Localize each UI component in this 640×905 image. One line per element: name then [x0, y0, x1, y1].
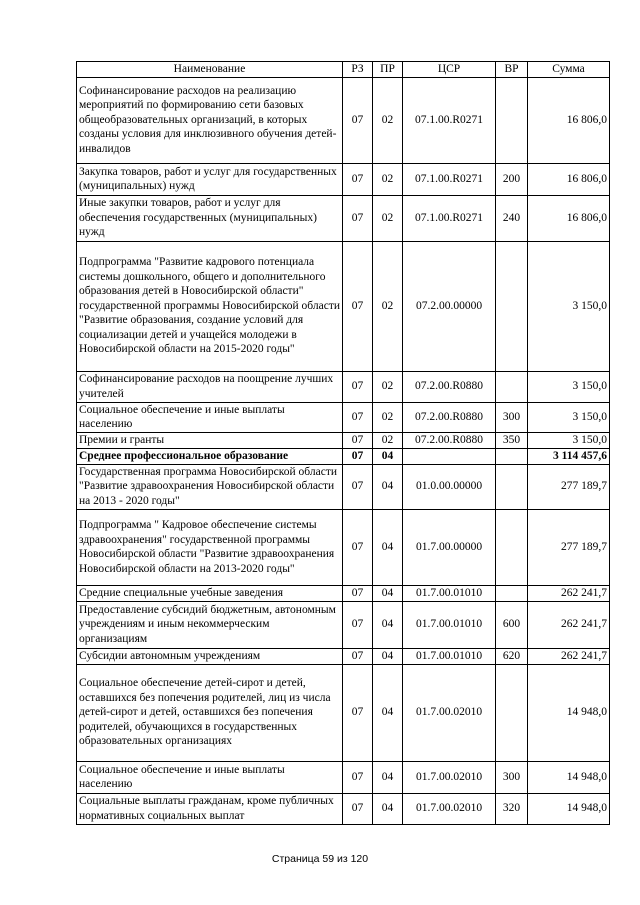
cell-name: Средние специальные учебные заведения — [77, 585, 343, 601]
cell-rz: 07 — [343, 77, 373, 163]
table-row — [77, 601, 610, 648]
cell-vr — [496, 464, 528, 509]
column-header-vr: ВР — [496, 62, 528, 78]
cell-pr: 04 — [373, 464, 403, 509]
table-row — [77, 585, 610, 601]
cell-rz: 07 — [343, 163, 373, 195]
table-row — [77, 793, 610, 824]
cell-pr: 02 — [373, 77, 403, 163]
cell-rz: 07 — [343, 448, 373, 464]
table-row — [77, 664, 610, 761]
table-row — [77, 509, 610, 585]
table-row — [77, 761, 610, 793]
cell-rz: 07 — [343, 601, 373, 648]
cell-rz: 07 — [343, 509, 373, 585]
cell-name: Софинансирование расходов на поощрение лучших учителей — [77, 371, 343, 402]
column-header-rz: РЗ — [343, 62, 373, 78]
cell-pr: 04 — [373, 448, 403, 464]
cell-name: Закупка товаров, работ и услуг для государственных (муниципальных) нужд — [77, 163, 343, 195]
cell-name: Государственная программа Новосибирской области "Развитие здравоохранения Новосибирской области на 2013 - 2020 годы" — [77, 464, 343, 509]
cell-sum: 14 948,0 — [528, 761, 610, 793]
cell-pr: 04 — [373, 585, 403, 601]
cell-rz: 07 — [343, 585, 373, 601]
cell-vr — [496, 509, 528, 585]
cell-csr: 07.1.00.R0271 — [403, 195, 496, 241]
table-row — [77, 241, 610, 371]
table-row — [77, 402, 610, 432]
cell-rz: 07 — [343, 664, 373, 761]
cell-pr: 04 — [373, 664, 403, 761]
cell-sum: 3 150,0 — [528, 371, 610, 402]
cell-rz: 07 — [343, 402, 373, 432]
cell-vr: 200 — [496, 163, 528, 195]
cell-sum: 3 150,0 — [528, 402, 610, 432]
cell-sum: 277 189,7 — [528, 509, 610, 585]
table-row — [77, 464, 610, 509]
cell-csr: 01.7.00.02010 — [403, 761, 496, 793]
cell-pr: 02 — [373, 432, 403, 448]
cell-name: Субсидии автономным учреждениям — [77, 648, 343, 664]
cell-csr: 01.0.00.00000 — [403, 464, 496, 509]
cell-rz: 07 — [343, 371, 373, 402]
cell-name: Социальное обеспечение детей-сирот и детей, оставшихся без попечения родителей, лиц из числа детей-сирот и детей, оставшихся без попечения родителей, обучающихся в государственных образовательных организациях — [77, 664, 343, 761]
cell-sum: 262 241,7 — [528, 648, 610, 664]
cell-vr — [496, 241, 528, 371]
cell-csr: 01.7.00.02010 — [403, 664, 496, 761]
cell-vr: 350 — [496, 432, 528, 448]
cell-vr — [496, 664, 528, 761]
cell-vr: 300 — [496, 761, 528, 793]
table-row — [77, 371, 610, 402]
column-header-sum: Сумма — [528, 62, 610, 78]
cell-vr — [496, 585, 528, 601]
cell-csr: 07.2.00.00000 — [403, 241, 496, 371]
cell-name: Софинансирование расходов на реализацию мероприятий по формированию сети базовых общеобразовательных организаций, в которых созданы условия для инклюзивного обучения детей-инвалидов — [77, 77, 343, 163]
table-header-row — [77, 62, 610, 78]
cell-sum: 262 241,7 — [528, 601, 610, 648]
cell-sum: 14 948,0 — [528, 793, 610, 824]
cell-rz: 07 — [343, 241, 373, 371]
cell-rz: 07 — [343, 793, 373, 824]
cell-pr: 04 — [373, 648, 403, 664]
cell-rz: 07 — [343, 648, 373, 664]
table-row — [77, 448, 610, 464]
table-row — [77, 432, 610, 448]
cell-rz: 07 — [343, 761, 373, 793]
cell-sum: 277 189,7 — [528, 464, 610, 509]
cell-csr: 07.2.00.R0880 — [403, 432, 496, 448]
cell-pr: 02 — [373, 163, 403, 195]
cell-rz: 07 — [343, 195, 373, 241]
cell-csr: 01.7.00.02010 — [403, 793, 496, 824]
cell-sum: 14 948,0 — [528, 664, 610, 761]
cell-name: Социальные выплаты гражданам, кроме публичных нормативных социальных выплат — [77, 793, 343, 824]
table-body — [77, 77, 610, 824]
cell-csr: 07.1.00.R0271 — [403, 77, 496, 163]
cell-csr: 07.1.00.R0271 — [403, 163, 496, 195]
cell-pr: 04 — [373, 761, 403, 793]
cell-pr: 02 — [373, 371, 403, 402]
cell-pr: 04 — [373, 601, 403, 648]
cell-sum: 3 150,0 — [528, 432, 610, 448]
cell-name: Подпрограмма " Кадровое обеспечение системы здравоохранения" государственной программы Новосибирской области "Развитие здравоохранения Новосибирской области на 2013-2020 годы" — [77, 509, 343, 585]
cell-sum: 262 241,7 — [528, 585, 610, 601]
cell-name: Предоставление субсидий бюджетным, автономным учреждениям и иным некоммерческим организациям — [77, 601, 343, 648]
cell-name: Иные закупки товаров, работ и услуг для обеспечения государственных (муниципальных) нужд — [77, 195, 343, 241]
cell-csr: 01.7.00.01010 — [403, 601, 496, 648]
cell-pr: 02 — [373, 402, 403, 432]
cell-pr: 04 — [373, 509, 403, 585]
cell-csr: 01.7.00.01010 — [403, 585, 496, 601]
cell-pr: 02 — [373, 241, 403, 371]
cell-csr: 07.2.00.R0880 — [403, 402, 496, 432]
cell-vr — [496, 77, 528, 163]
cell-vr: 320 — [496, 793, 528, 824]
table-row — [77, 163, 610, 195]
cell-name: Премии и гранты — [77, 432, 343, 448]
cell-sum: 16 806,0 — [528, 163, 610, 195]
column-header-pr: ПР — [373, 62, 403, 78]
cell-rz: 07 — [343, 432, 373, 448]
cell-pr: 02 — [373, 195, 403, 241]
cell-csr — [403, 448, 496, 464]
cell-vr: 620 — [496, 648, 528, 664]
column-header-name: Наименование — [77, 62, 343, 78]
cell-csr: 01.7.00.00000 — [403, 509, 496, 585]
table-row — [77, 77, 610, 163]
budget-table — [76, 61, 610, 825]
cell-vr: 600 — [496, 601, 528, 648]
cell-vr — [496, 448, 528, 464]
cell-name: Среднее профессиональное образование — [77, 448, 343, 464]
page-number: Страница 59 из 120 — [271, 853, 369, 865]
cell-csr: 07.2.00.R0880 — [403, 371, 496, 402]
cell-sum: 3 150,0 — [528, 241, 610, 371]
cell-sum: 16 806,0 — [528, 195, 610, 241]
cell-vr: 300 — [496, 402, 528, 432]
cell-csr: 01.7.00.01010 — [403, 648, 496, 664]
cell-sum: 16 806,0 — [528, 77, 610, 163]
cell-vr: 240 — [496, 195, 528, 241]
column-header-csr: ЦСР — [403, 62, 496, 78]
cell-name: Подпрограмма "Развитие кадрового потенциала системы дошкольного, общего и дополнительного образования детей в Новосибирской области" государственной программы Новосибирской области "Развитие образования, создание условий для социализации детей и учащейся молодежи в Новосибирской области на 2015-2020 годы" — [77, 241, 343, 371]
cell-sum: 3 114 457,6 — [528, 448, 610, 464]
cell-name: Социальное обеспечение и иные выплаты населению — [77, 402, 343, 432]
cell-rz: 07 — [343, 464, 373, 509]
cell-pr: 04 — [373, 793, 403, 824]
cell-name: Социальное обеспечение и иные выплаты населению — [77, 761, 343, 793]
cell-vr — [496, 371, 528, 402]
table-row — [77, 195, 610, 241]
table-row — [77, 648, 610, 664]
